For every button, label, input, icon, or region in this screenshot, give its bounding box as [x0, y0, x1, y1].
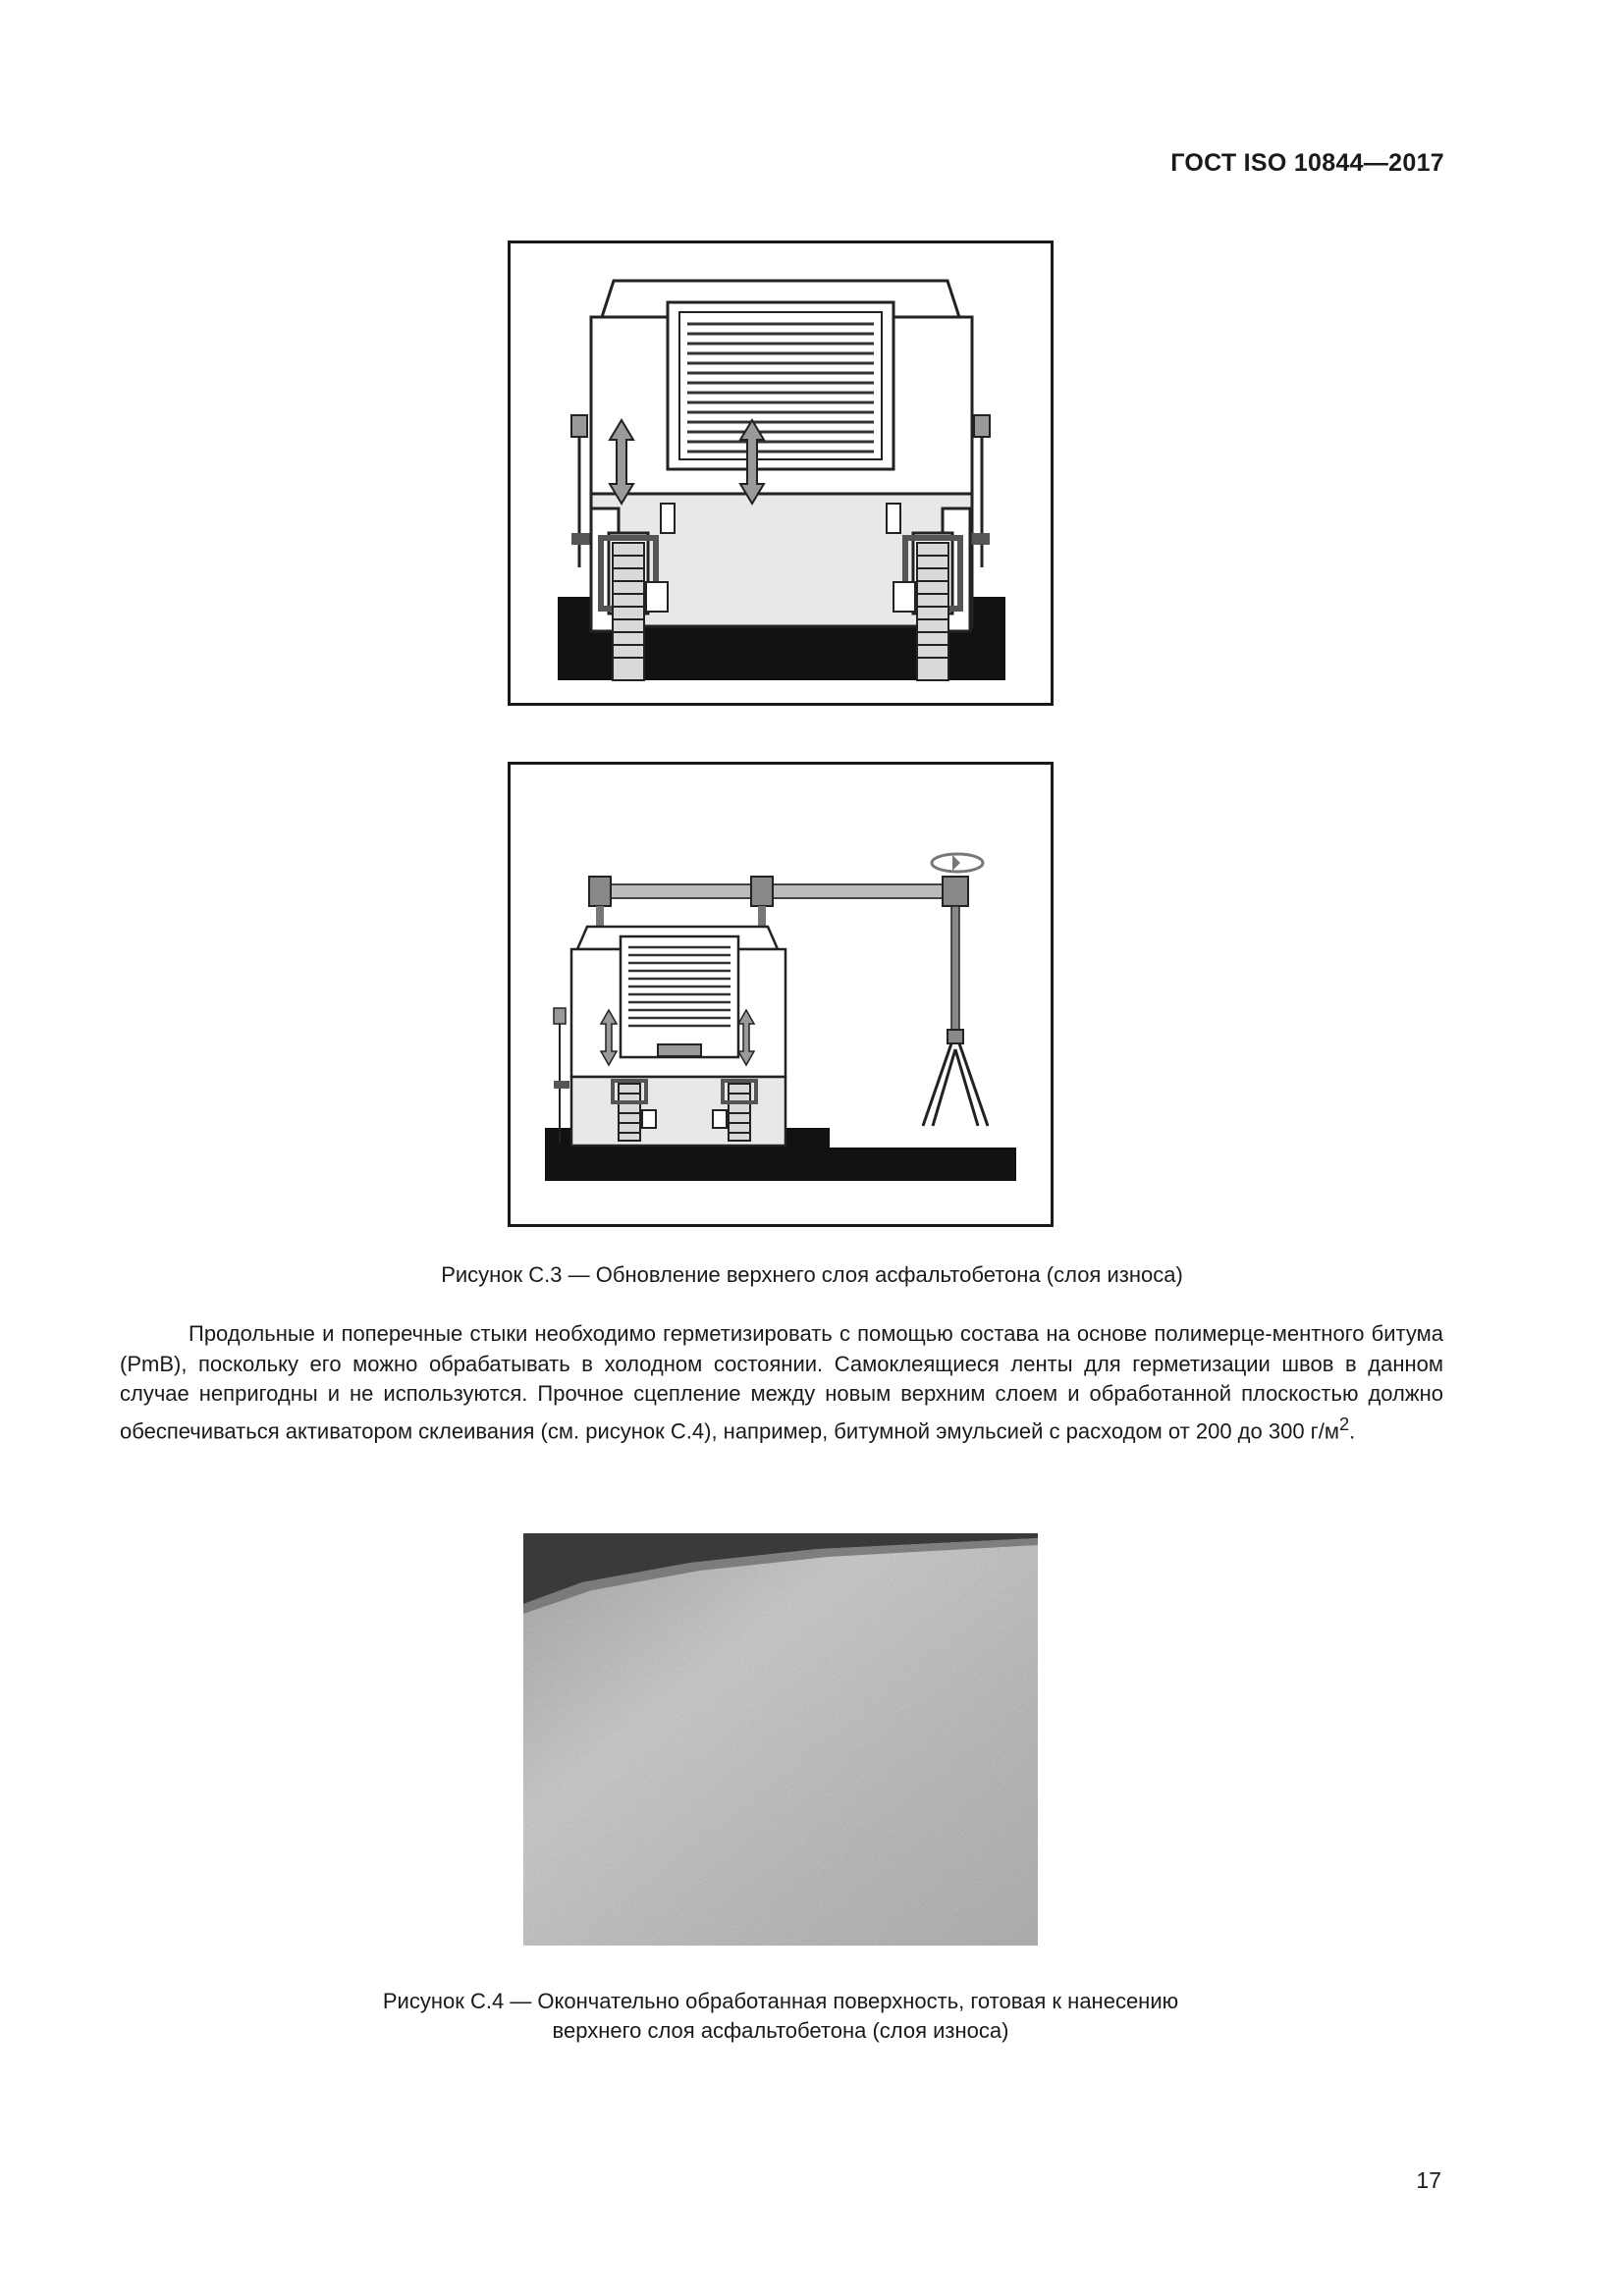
milling-machine-front-illustration: [511, 243, 1051, 703]
leveling-system-illustration: [511, 765, 1051, 1224]
document-header: ГОСТ ISO 10844—2017: [1170, 149, 1444, 177]
left-track: [613, 543, 644, 680]
figure-c3-top-milling-machine: [508, 240, 1054, 706]
figure-c4-caption: [245, 1987, 1316, 2046]
tripod-mast: [951, 906, 959, 1034]
figure-c3-caption: Рисунок С.3 — Обновление верхнего слоя асфальтобетона (слоя износа): [441, 1262, 1183, 1287]
figure-c4-surface-photo: [523, 1533, 1038, 1946]
figure-c3-bottom-leveling-system: [508, 762, 1054, 1227]
right-track: [917, 543, 948, 680]
paragraph-text: Продольные и поперечные стыки необходимо герметизировать с помощью состава на основе полимерце-ментного битума (PmB), поскольку его можно обрабатывать в холодном состоянии. Самоклеящиеся ленты для герметизации швов в данном случае непригодны и не используются. Прочное сцепление между новым верхним слоем и обработанной плоскостью должно обеспечиваться активатором склеивания (см. рисунок С.4), например, битумной эмульсией с расходом от 200 до 300 г/м: [120, 1321, 1443, 1443]
small-right-track: [729, 1084, 750, 1141]
figure-c4-caption-line2: верхнего слоя асфальтобетона (слоя износа): [552, 2018, 1009, 2043]
figure-c4-caption-line1: Рисунок С.4 — Окончательно обработанная поверхность, готовая к нанесению: [382, 1989, 1179, 2013]
leveling-boom: [604, 884, 952, 898]
road-surface: [545, 1148, 1016, 1181]
page-number: 17: [1416, 2167, 1441, 2193]
small-left-track: [619, 1084, 640, 1141]
treated-surface-photo: [523, 1533, 1038, 1946]
unit-superscript: 2: [1338, 1413, 1350, 1434]
paragraph-end: .: [1349, 1417, 1356, 1443]
small-machine-lower: [571, 1077, 785, 1146]
tripod-legs: [923, 1043, 988, 1126]
body-paragraph: [120, 1319, 1443, 1446]
